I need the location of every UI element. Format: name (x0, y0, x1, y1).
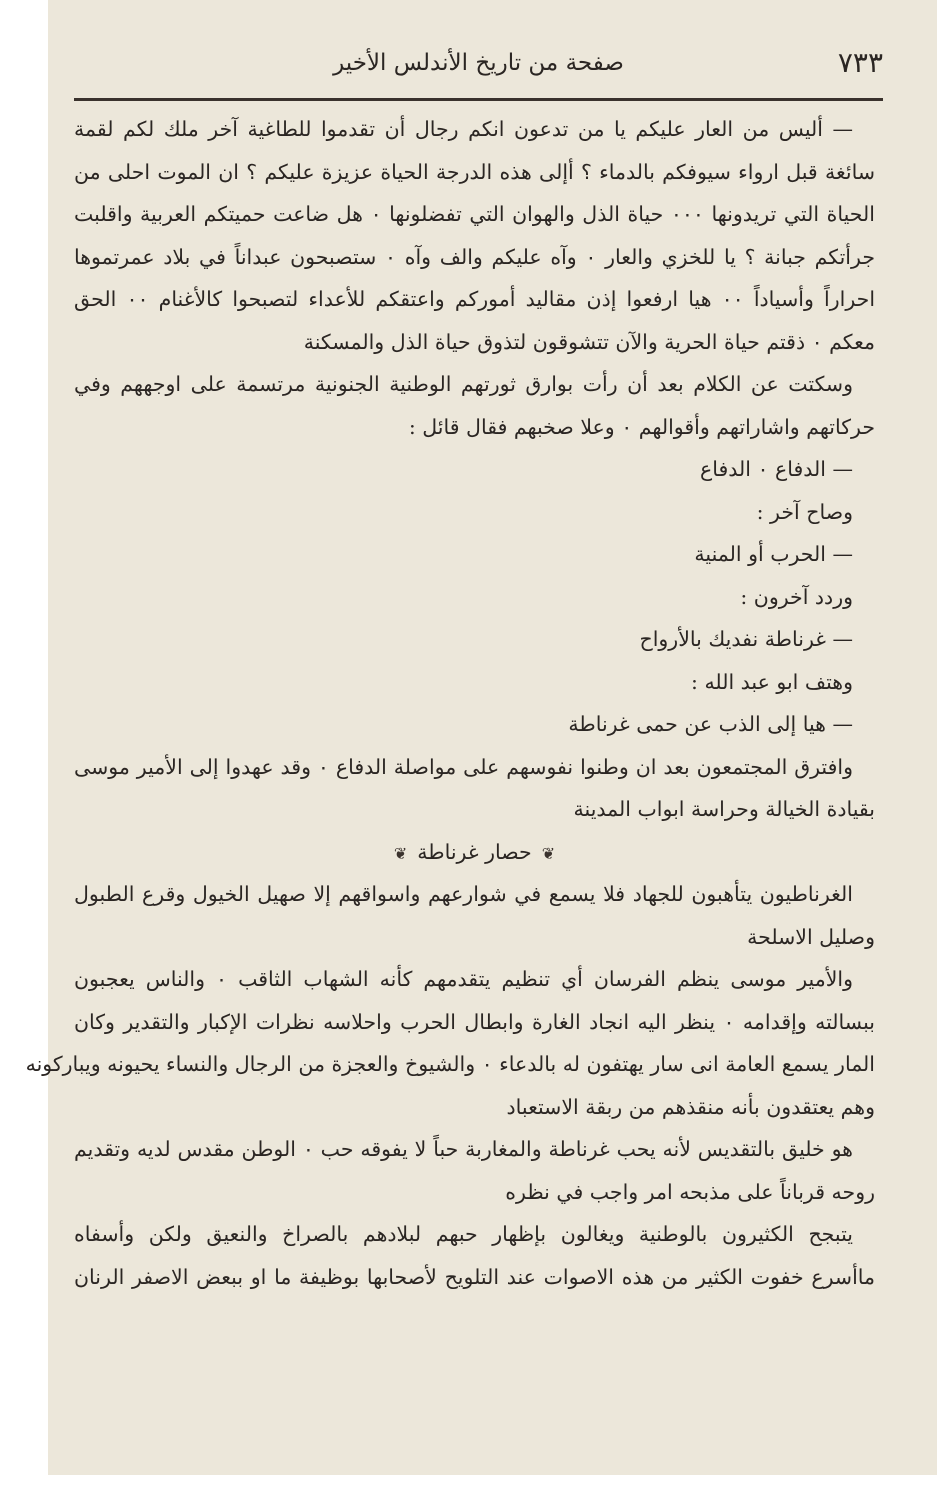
body-text (25, 108, 876, 1298)
text-line: — الحرب أو المنية (694, 542, 853, 566)
text-line: سائغة قبل ارواء سيوفكم بالدماء ؟ أإلى هذه الدرجة الحياة عزيزة عليكم ؟ ان الموت احلى من (74, 159, 875, 184)
text-line: وسكتت عن الكلام بعد أن رأت بوارق ثورتهم الوطنية الجنونية مرتسمة على اوجههم وفي (74, 372, 853, 396)
text-line: بقيادة الخيالة وحراسة ابواب المدينة (573, 797, 875, 821)
text-line: حركاتهم واشاراتهم وأقوالهم ٠ وعلا صخبهم فقال قائل : (408, 414, 875, 439)
running-title: صفحة من تاريخ الأندلس الأخير (333, 50, 624, 76)
text-line: — هيا إلى الذب عن حمى غرناطة (568, 712, 853, 736)
header-rule (74, 98, 883, 101)
text-line: وصليل الاسلحة (747, 924, 875, 949)
text-line: احراراً وأسياداً ٠٠ هيا ارفعوا إذن مقاليد أموركم واعتقكم للأعداء لتصبحوا كالأغنام ٠٠ الحق (74, 287, 876, 311)
text-line: الغرناطيون يتأهبون للجهاد فلا يسمع في شوارعهم واسواقهم إلا صهيل الخيول وقرع الطبول (74, 882, 853, 906)
page-number: ٧٣٣ (837, 46, 883, 79)
text-line: — الدفاع ٠ الدفاع (699, 457, 853, 481)
text-line: ماأسرع خفوت الكثير من هذه الاصوات عند التلويح لأصحابها بوظيفة ما او ببعض الاصفر الرنان (74, 1264, 875, 1289)
ornament-icon: ❦ (541, 843, 556, 863)
text-line: يتبجح الكثيرون بالوطنية ويغالون بإظهار حبهم لبلادهم بالصراخ والنعيق ولكن وأسفاه (74, 1222, 853, 1246)
text-line: وافترق المجتمعون بعد ان وطنوا نفوسهم على مواصلة الدفاع ٠ وقد عهدوا إلى الأمير موسى (74, 754, 853, 779)
text-line: الحياة التي تريدونها ٠٠٠ حياة الذل والهوان التي تفضلونها ٠ هل ضاعت حميتكم العربية واقلبت (74, 202, 875, 226)
text-line: والأمير موسى ينظم الفرسان أي تنظيم يتقدمهم كأنه الشهاب الثاقب ٠ والناس يعجبون (74, 967, 853, 991)
section-heading (74, 831, 875, 874)
book-page (25, 0, 937, 1475)
text-line: — أليس من العار عليكم يا من تدعون انكم رجال أن تقدموا للطاغية آخر ملك لكم لقمة (74, 117, 853, 141)
text-line: هو خليق بالتقديس لأنه يحب غرناطة والمغاربة حباً لا يفوقه حب ٠ الوطن مقدس لديه وتقديم (74, 1137, 853, 1161)
text-line: وهم يعتقدون بأنه منقذهم من ربقة الاستعباد (506, 1094, 875, 1119)
text-line: وردد آخرون : (740, 584, 853, 609)
text-line: — غرناطة نفديك بالأرواح (639, 627, 853, 651)
text-line: المار يسمع العامة انى سار يهتفون له بالدعاء ٠ والشيوخ والعجزة من الرجال والنساء يحيونه ويباركونه (25, 1052, 875, 1076)
text-line: روحه قرباناً على مذبحه امر واجب في نظره (505, 1179, 875, 1204)
section-heading-text: حصار غرناطة (417, 839, 532, 864)
ornament-icon: ❦ (393, 843, 408, 863)
text-line: وهتف ابو عبد الله : (691, 669, 853, 694)
text-line: معكم ٠ ذقتم حياة الحرية والآن تتشوقون لتذوق حياة الذل والمسكنة (303, 329, 875, 354)
text-line: وصاح آخر : (756, 499, 853, 524)
text-line: جرأتكم جبانة ؟ يا للخزي والعار ٠ وآه عليكم والف وآه ٠ ستصبحون عبداناً في بلاد عمرتموها (74, 244, 875, 269)
page-header (74, 38, 883, 94)
text-line: ببسالته وإقدامه ٠ ينظر اليه انجاد الغارة وابطال الحرب واحلاسه نظرات الإكبار والتقدير وكان (74, 1009, 875, 1034)
